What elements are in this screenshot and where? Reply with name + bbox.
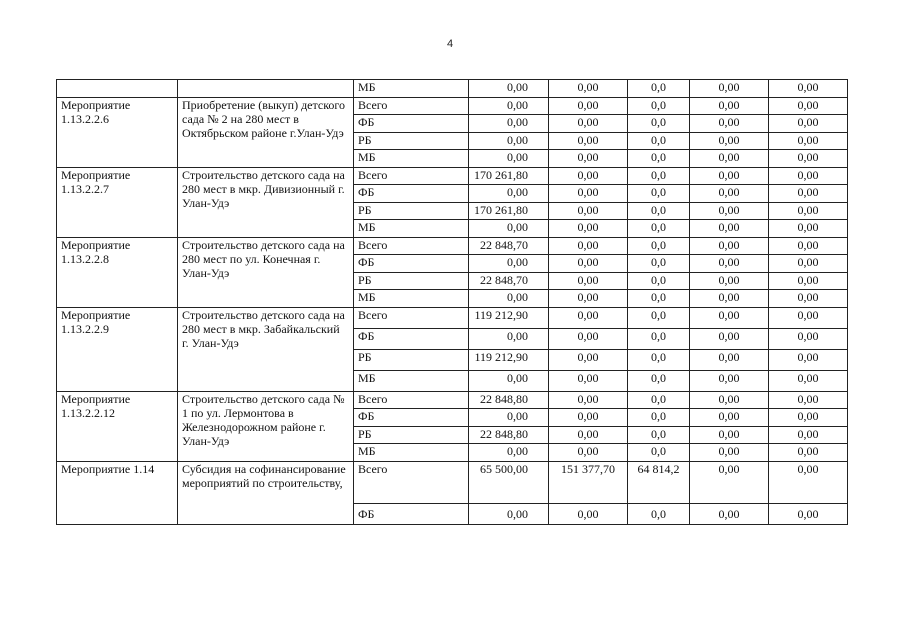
- amount-cell: 0,00: [549, 290, 628, 308]
- amount-cell: 22 848,80: [469, 391, 549, 409]
- amount-cell: 0,00: [690, 97, 769, 115]
- amount-cell: 0,00: [690, 349, 769, 370]
- amount-cell: 0,00: [549, 272, 628, 290]
- amount-cell: 0,00: [690, 328, 769, 349]
- amount-cell: 0,00: [549, 115, 628, 133]
- amount-cell: 0,00: [690, 255, 769, 273]
- amount-cell: 0,0: [628, 349, 690, 370]
- funding-source-cell: МБ: [354, 220, 469, 238]
- event-name-cell: Строительство детского сада № 1 по ул. Лермонтова в Железнодорожном районе г. Улан-Удэ: [178, 391, 354, 461]
- amount-cell: 0,00: [690, 290, 769, 308]
- funding-source-cell: Всего: [354, 97, 469, 115]
- funding-source-cell: РБ: [354, 272, 469, 290]
- amount-cell: 0,00: [549, 370, 628, 391]
- amount-cell: 0,00: [690, 150, 769, 168]
- amount-cell: 0,00: [469, 503, 549, 524]
- event-id-cell: Мероприятие 1.13.2.2.9: [57, 307, 178, 391]
- amount-cell: 0,0: [628, 290, 690, 308]
- funding-source-cell: МБ: [354, 290, 469, 308]
- amount-cell: 0,00: [690, 370, 769, 391]
- amount-cell: 0,00: [469, 328, 549, 349]
- amount-cell: 0,00: [690, 307, 769, 328]
- funding-source-cell: ФБ: [354, 409, 469, 427]
- funding-source-cell: ФБ: [354, 255, 469, 273]
- funding-source-cell: ФБ: [354, 328, 469, 349]
- amount-cell: 0,0: [628, 80, 690, 98]
- amount-cell: 0,00: [690, 409, 769, 427]
- event-id-cell: Мероприятие 1.14: [57, 461, 178, 524]
- amount-cell: 0,00: [769, 370, 848, 391]
- amount-cell: 0,00: [690, 426, 769, 444]
- amount-cell: 0,0: [628, 370, 690, 391]
- amount-cell: 0,0: [628, 272, 690, 290]
- amount-cell: 0,00: [690, 167, 769, 185]
- amount-cell: 0,00: [549, 97, 628, 115]
- amount-cell: 0,00: [549, 255, 628, 273]
- amount-cell: 0,00: [549, 409, 628, 427]
- amount-cell: 0,0: [628, 328, 690, 349]
- amount-cell: 0,00: [469, 115, 549, 133]
- amount-cell: 0,00: [469, 132, 549, 150]
- event-id-cell: Мероприятие 1.13.2.2.6: [57, 97, 178, 167]
- amount-cell: 0,00: [469, 220, 549, 238]
- event-name-cell: Строительство детского сада на 280 мест в мкр. Забайкальский г. Улан-Удэ: [178, 307, 354, 391]
- amount-cell: 0,00: [549, 202, 628, 220]
- amount-cell: 0,00: [769, 503, 848, 524]
- amount-cell: 0,00: [469, 255, 549, 273]
- amount-cell: 119 212,90: [469, 307, 549, 328]
- amount-cell: 170 261,80: [469, 167, 549, 185]
- amount-cell: 0,00: [690, 80, 769, 98]
- funding-source-cell: РБ: [354, 202, 469, 220]
- amount-cell: 0,00: [469, 290, 549, 308]
- table-row: [57, 461, 848, 503]
- amount-cell: 0,00: [769, 444, 848, 462]
- funding-source-cell: Всего: [354, 461, 469, 503]
- amount-cell: 0,00: [690, 115, 769, 133]
- amount-cell: 0,00: [690, 461, 769, 503]
- amount-cell: 0,00: [549, 503, 628, 524]
- amount-cell: 0,0: [628, 391, 690, 409]
- amount-cell: 22 848,70: [469, 237, 549, 255]
- amount-cell: 0,00: [769, 115, 848, 133]
- amount-cell: 0,00: [469, 409, 549, 427]
- funding-source-cell: Всего: [354, 391, 469, 409]
- funding-source-cell: Всего: [354, 307, 469, 328]
- amount-cell: 0,00: [769, 461, 848, 503]
- amount-cell: 0,00: [769, 426, 848, 444]
- amount-cell: 0,00: [690, 220, 769, 238]
- amount-cell: 0,0: [628, 132, 690, 150]
- amount-cell: 0,00: [769, 409, 848, 427]
- budget-table: [56, 79, 848, 525]
- funding-source-cell: МБ: [354, 150, 469, 168]
- funding-source-cell: Всего: [354, 167, 469, 185]
- amount-cell: 0,00: [549, 328, 628, 349]
- amount-cell: 0,00: [769, 290, 848, 308]
- table-row: [57, 80, 848, 98]
- table-row: [57, 97, 848, 115]
- amount-cell: 22 848,80: [469, 426, 549, 444]
- funding-source-cell: Всего: [354, 237, 469, 255]
- amount-cell: 0,00: [769, 328, 848, 349]
- amount-cell: 0,0: [628, 503, 690, 524]
- event-id-cell: Мероприятие 1.13.2.2.8: [57, 237, 178, 307]
- amount-cell: 0,0: [628, 444, 690, 462]
- table-row: [57, 237, 848, 255]
- amount-cell: 0,0: [628, 202, 690, 220]
- table-row: [57, 167, 848, 185]
- table-row: [57, 391, 848, 409]
- funding-source-cell: ФБ: [354, 185, 469, 203]
- amount-cell: 0,00: [769, 80, 848, 98]
- amount-cell: 0,00: [690, 132, 769, 150]
- event-name-cell: Приобретение (выкуп) детского сада № 2 на 280 мест в Октябрьском районе г.Улан-Удэ: [178, 97, 354, 167]
- funding-source-cell: МБ: [354, 370, 469, 391]
- amount-cell: 0,00: [690, 503, 769, 524]
- event-name-cell: Строительство детского сада на 280 мест в мкр. Дивизионный г. Улан-Удэ: [178, 167, 354, 237]
- amount-cell: 170 261,80: [469, 202, 549, 220]
- amount-cell: 64 814,2: [628, 461, 690, 503]
- table-row: [57, 307, 848, 328]
- amount-cell: 0,00: [549, 220, 628, 238]
- event-name-cell: Субсидия на софинансирование мероприятий по строительству,: [178, 461, 354, 524]
- amount-cell: 0,00: [769, 167, 848, 185]
- amount-cell: 0,0: [628, 409, 690, 427]
- amount-cell: 0,00: [469, 150, 549, 168]
- amount-cell: 65 500,00: [469, 461, 549, 503]
- amount-cell: 0,00: [549, 349, 628, 370]
- amount-cell: 0,00: [769, 150, 848, 168]
- amount-cell: 0,0: [628, 97, 690, 115]
- amount-cell: 0,00: [769, 237, 848, 255]
- amount-cell: 0,00: [769, 349, 848, 370]
- amount-cell: 0,00: [690, 391, 769, 409]
- amount-cell: 0,0: [628, 237, 690, 255]
- amount-cell: 0,00: [690, 202, 769, 220]
- amount-cell: 0,0: [628, 220, 690, 238]
- amount-cell: 0,00: [769, 255, 848, 273]
- amount-cell: 0,00: [769, 132, 848, 150]
- amount-cell: 0,00: [469, 185, 549, 203]
- event-id-cell: [57, 80, 178, 98]
- amount-cell: 0,0: [628, 255, 690, 273]
- amount-cell: 0,00: [469, 370, 549, 391]
- amount-cell: 0,00: [690, 272, 769, 290]
- funding-source-cell: РБ: [354, 132, 469, 150]
- amount-cell: 0,00: [769, 220, 848, 238]
- amount-cell: 0,00: [469, 444, 549, 462]
- amount-cell: 119 212,90: [469, 349, 549, 370]
- amount-cell: 0,00: [769, 185, 848, 203]
- amount-cell: 0,00: [549, 307, 628, 328]
- funding-source-cell: ФБ: [354, 503, 469, 524]
- page-number: 4: [447, 38, 454, 50]
- amount-cell: 0,00: [469, 80, 549, 98]
- amount-cell: 0,00: [690, 237, 769, 255]
- amount-cell: 0,00: [690, 444, 769, 462]
- amount-cell: 0,00: [549, 185, 628, 203]
- funding-source-cell: РБ: [354, 426, 469, 444]
- amount-cell: 0,00: [549, 80, 628, 98]
- amount-cell: 0,0: [628, 167, 690, 185]
- amount-cell: 0,00: [769, 391, 848, 409]
- amount-cell: 0,00: [549, 167, 628, 185]
- funding-source-cell: МБ: [354, 444, 469, 462]
- amount-cell: 0,00: [549, 237, 628, 255]
- amount-cell: 0,0: [628, 185, 690, 203]
- amount-cell: 0,00: [690, 185, 769, 203]
- funding-source-cell: ФБ: [354, 115, 469, 133]
- event-id-cell: Мероприятие 1.13.2.2.12: [57, 391, 178, 461]
- funding-source-cell: МБ: [354, 80, 469, 98]
- amount-cell: 0,00: [549, 444, 628, 462]
- amount-cell: 0,00: [549, 150, 628, 168]
- amount-cell: 0,0: [628, 115, 690, 133]
- amount-cell: 0,00: [549, 391, 628, 409]
- amount-cell: 22 848,70: [469, 272, 549, 290]
- amount-cell: 0,00: [769, 307, 848, 328]
- event-name-cell: Строительство детского сада на 280 мест по ул. Конечная г. Улан-Удэ: [178, 237, 354, 307]
- event-name-cell: [178, 80, 354, 98]
- funding-source-cell: РБ: [354, 349, 469, 370]
- amount-cell: 151 377,70: [549, 461, 628, 503]
- amount-cell: 0,00: [549, 132, 628, 150]
- amount-cell: 0,0: [628, 307, 690, 328]
- amount-cell: 0,0: [628, 426, 690, 444]
- amount-cell: 0,00: [469, 97, 549, 115]
- amount-cell: 0,00: [769, 97, 848, 115]
- amount-cell: 0,00: [769, 202, 848, 220]
- amount-cell: 0,00: [549, 426, 628, 444]
- amount-cell: 0,0: [628, 150, 690, 168]
- event-id-cell: Мероприятие 1.13.2.2.7: [57, 167, 178, 237]
- amount-cell: 0,00: [769, 272, 848, 290]
